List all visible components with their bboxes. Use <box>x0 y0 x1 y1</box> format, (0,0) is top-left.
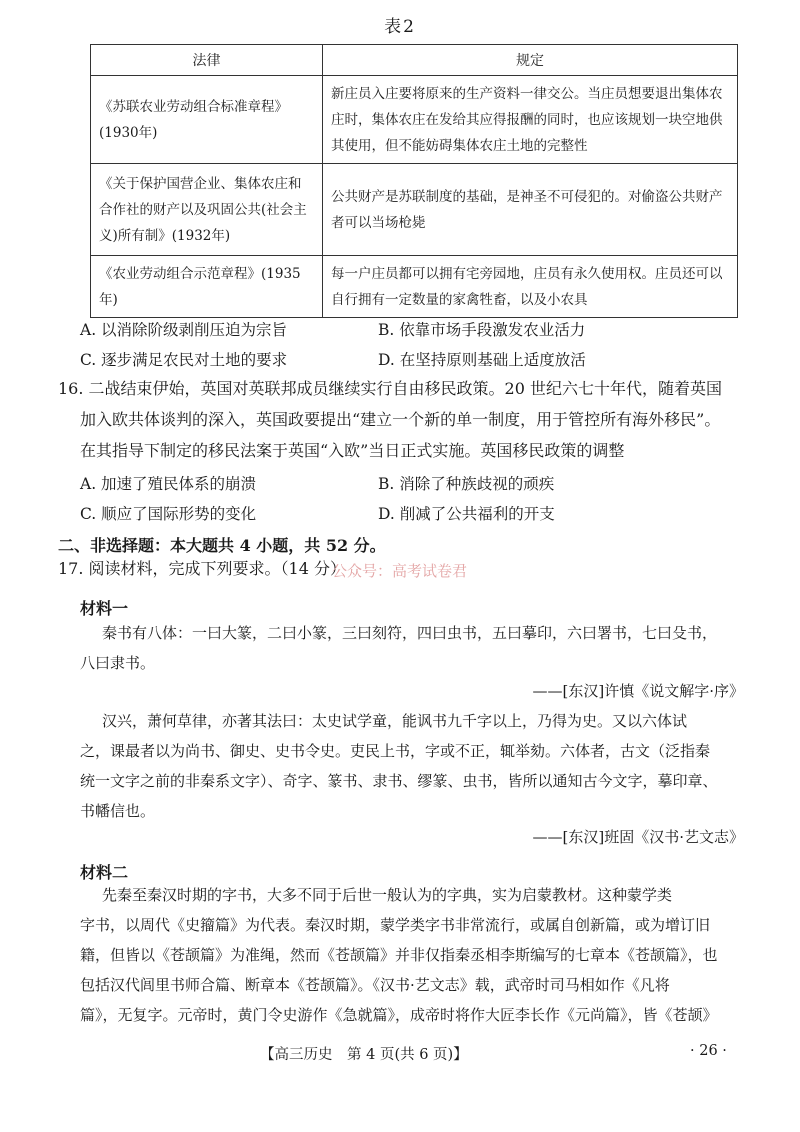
table-row <box>91 76 738 164</box>
table-title: 表2 <box>384 17 416 37</box>
q16-option-d: D. 削减了公共福利的开支 <box>378 505 555 523</box>
material-two-title: 材料二 <box>80 863 129 882</box>
q15-option-a: A. 以消除阶级剥削压迫为宗旨 <box>80 321 288 339</box>
q16-option-b: B. 消除了种族歧视的顽疾 <box>378 475 555 493</box>
watermark: 公众号：高考试卷君 <box>332 562 468 580</box>
page-footer: 【高三历史 第 4 页(共 6 页)】 <box>260 1047 468 1063</box>
material-one-para1-line1: 秦书有八体：一曰大篆，二曰小篆，三曰刻符，四曰虫书，五曰摹印，六曰署书，七曰殳书， <box>102 624 718 642</box>
law-cell: 《苏联农业劳动组合标准章程》(1930年) <box>91 76 323 164</box>
q16-stem-line1: 16. 二战结束伊始，英国对英联邦成员继续实行自由移民政策。20 世纪六七十年代，随着英国 <box>58 379 722 398</box>
material-one-para2-line4: 书幡信也。 <box>80 802 156 820</box>
material-two-line3: 籍，但皆以《苍颉篇》为准绳，然而《苍颉篇》并非仅指秦丞相李斯编写的七章本《苍颉篇》，也 <box>80 946 718 964</box>
law-table <box>90 44 738 318</box>
rule-cell: 每一户庄员都可以拥有宅旁园地，庄员有永久使用权。庄员还可以自行拥有一定数量的家禽牲畜，以及小农具 <box>323 256 738 318</box>
q15-option-b: B. 依靠市场手段激发农业活力 <box>378 321 586 339</box>
table-row <box>91 256 738 318</box>
section-heading: 二、非选择题：本大题共 4 小题，共 52 分。 <box>58 536 386 555</box>
material-two-line2: 字书，以周代《史籀篇》为代表。秦汉时期，蒙学类字书非常流行，或属自创新篇，或为增订旧 <box>80 916 711 934</box>
table-row <box>91 164 738 256</box>
q16-stem-line3: 在其指导下制定的移民法案于英国“入欧”当日正式实施。英国移民政策的调整 <box>80 441 625 460</box>
q16-stem-line2: 加入欧共体谈判的深入，英国政要提出“建立一个新的单一制度，用于管控所有海外移民”。 <box>80 410 721 429</box>
material-one-source1: ——[东汉]许慎《说文解字·序》 <box>532 682 744 700</box>
law-cell: 《关于保护国营企业、集体农庄和合作社的财产以及巩固公共(社会主义)所有制》(1932年) <box>91 164 323 256</box>
q15-option-c: C. 逐步满足农民对土地的要求 <box>80 351 288 369</box>
material-one-para1-line2: 八曰隶书。 <box>80 654 156 672</box>
law-cell: 《农业劳动组合示范章程》(1935年) <box>91 256 323 318</box>
material-two-line5: 篇》，无复字。元帝时，黄门令史游作《急就篇》，成帝时将作大匠李长作《元尚篇》，皆《苍颉》 <box>80 1006 718 1024</box>
rule-cell: 新庄员入庄要将原来的生产资料一律交公。当庄员想要退出集体农庄时，集体农庄在发给其应得报酬的同时，也应该规划一块空地供其使用，但不能妨碍集体农庄土地的完整性 <box>323 76 738 164</box>
material-one-source2: ——[东汉]班固《汉书·艺文志》 <box>532 828 744 846</box>
page-number: · 26 · <box>690 1043 727 1059</box>
q17-stem: 17. 阅读材料，完成下列要求。（14 分） <box>58 559 346 578</box>
material-one-title: 材料一 <box>80 599 129 618</box>
material-two-line1: 先秦至秦汉时期的字书，大多不同于后世一般认为的字典，实为启蒙教材。这种蒙学类 <box>102 886 673 904</box>
col-header-rule: 规定 <box>323 45 738 76</box>
table-header-row <box>91 45 738 76</box>
material-one-para2-line1: 汉兴，萧何草律，亦著其法曰：太史试学童，能讽书九千字以上，乃得为史。又以六体试 <box>102 712 688 730</box>
material-one-para2-line3: 统一文字之前的非秦系文字）、奇字、篆书、隶书、缪篆、虫书，皆所以通知古今文字，摹印章、 <box>80 772 718 790</box>
col-header-law: 法律 <box>91 45 323 76</box>
material-two-line4: 包括汉代闾里书师合篇、断章本《苍颉篇》。《汉书·艺文志》载，武帝时司马相如作《凡将 <box>80 976 670 994</box>
q16-option-c: C. 顺应了国际形势的变化 <box>80 505 257 523</box>
rule-cell: 公共财产是苏联制度的基础，是神圣不可侵犯的。对偷盗公共财产者可以当场枪毙 <box>323 164 738 256</box>
q16-option-a: A. 加速了殖民体系的崩溃 <box>80 475 257 493</box>
q15-option-d: D. 在坚持原则基础上适度放活 <box>378 351 586 369</box>
material-one-para2-line2: 之，课最者以为尚书、御史、史书令史。吏民上书，字或不正，辄举劾。六体者，古文（泛指秦 <box>80 742 711 760</box>
